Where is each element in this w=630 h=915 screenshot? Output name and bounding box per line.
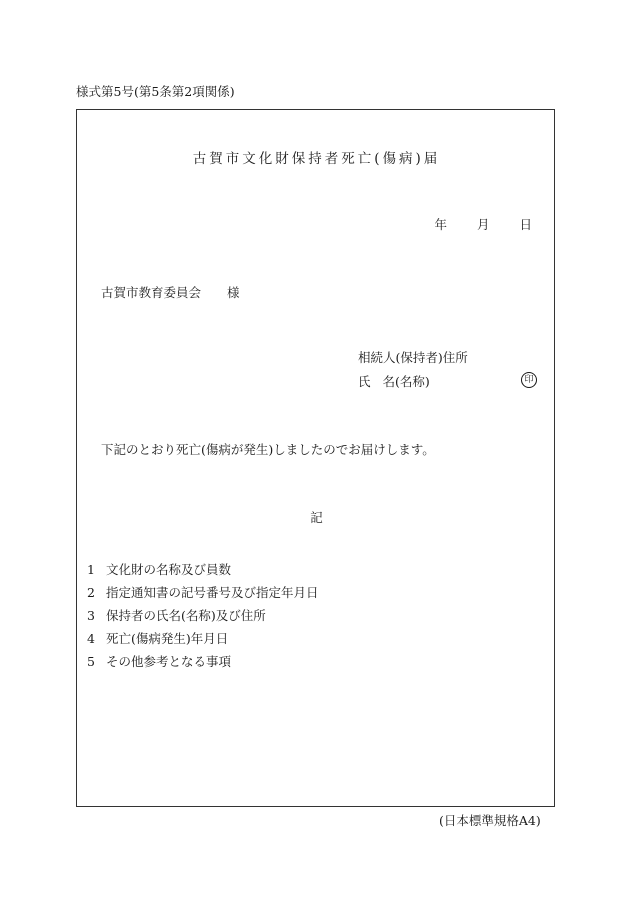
statement-text: 下記のとおり死亡(傷病が発生)しましたのでお届けします。 [101,442,435,457]
date-day-label: 日 [519,217,532,232]
form-number: 様式第5号(第5条第2項関係) [76,84,235,99]
list-item [87,581,319,604]
item-number: 4 [87,631,95,646]
item-number: 1 [87,562,95,577]
applicant-address-label: 相続人(保持者)住所 [358,350,468,365]
item-text: 保持者の氏名(名称)及び住所 [106,608,266,623]
item-number: 2 [87,585,95,600]
date-year-label: 年 [434,217,447,232]
item-text: 文化財の名称及び員数 [106,562,232,577]
item-text: 死亡(傷病発生)年月日 [106,631,229,646]
date-month-label: 月 [476,217,490,232]
list-item [87,558,319,581]
item-number: 3 [87,608,95,623]
item-text: その他参考となる事項 [106,654,232,669]
form-frame [76,109,555,807]
ki-heading: 記 [310,510,323,525]
list-item [87,627,319,650]
addressee-honorific: 様 [227,285,240,300]
item-list [87,558,319,673]
paper-size-note: (日本標準規格A4) [439,813,541,828]
addressee-name: 古賀市教育委員会 [101,285,202,300]
addressee [101,283,240,301]
applicant-name-label [358,372,430,390]
item-text: 指定通知書の記号番号及び指定年月日 [106,585,319,600]
item-number: 5 [87,654,95,669]
list-item [87,650,319,673]
applicant-name-label-1: 氏 [358,374,371,389]
date-row [434,215,532,233]
applicant-name-label-2: 名(名称) [382,374,430,389]
list-item [87,604,319,627]
document-title: 古賀市文化財保持者死亡(傷病)届 [192,151,441,167]
seal-icon: 印 [521,372,537,388]
